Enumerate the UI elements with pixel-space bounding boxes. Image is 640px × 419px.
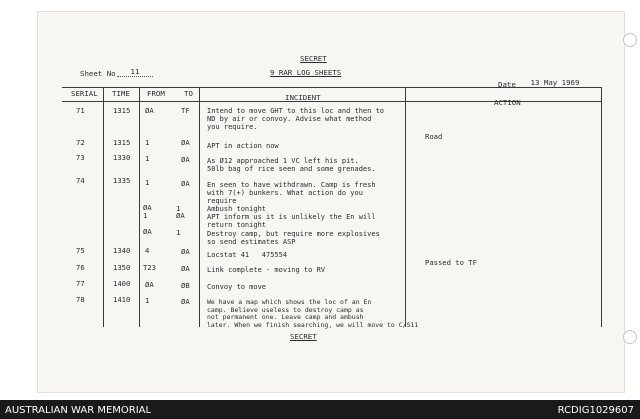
cell-to: ØA (181, 179, 190, 188)
cell-to: 1 (176, 204, 181, 213)
cell-to: ØA (181, 264, 190, 273)
col-header-incident: INCIDENT (285, 93, 321, 102)
archive-reference: RCDIG1029607 (557, 405, 634, 416)
cell-to: 1 (176, 228, 181, 237)
table-top-rule (62, 87, 602, 88)
cell-time: 1335 (113, 176, 131, 185)
cell-to: TF (181, 106, 190, 115)
cell-to: ØA (181, 138, 190, 147)
col-header-time: TIME (112, 89, 130, 98)
cell-from: ØA (143, 203, 152, 212)
cell-serial: 72 (76, 138, 85, 147)
cell-serial: 74 (76, 176, 85, 185)
cell-from: ØA (145, 280, 154, 289)
log-title: 9 RAR LOG SHEETS (270, 68, 342, 77)
cell-to: ØB (181, 281, 190, 290)
col-header-serial: SERIAL (71, 89, 98, 98)
cell-time: 1400 (113, 279, 131, 288)
date-value: 13 May 1969 (524, 79, 586, 88)
cell-from: 1 (145, 138, 150, 147)
cell-serial: 73 (76, 153, 85, 162)
cell-incident: Destroy camp, but require more explosives so send estimates ASP (207, 230, 380, 246)
column-divider (139, 87, 140, 327)
column-divider (405, 87, 406, 327)
classification-bottom: SECRET (290, 332, 317, 341)
sheet-number-label: Sheet No (80, 69, 116, 78)
cell-incident: Locstat 41 475554 (207, 251, 288, 259)
cell-to: ØA (181, 247, 190, 256)
cell-serial: 78 (76, 295, 85, 304)
cell-incident: APT inform us it is unlikely the En will return tonight (207, 213, 376, 229)
cell-time: 1340 (113, 246, 131, 255)
cell-incident: As Ø12 approached 1 VC left his pit. 50lb bag of rice seen and some grenades. (207, 157, 376, 173)
cell-incident: Ambush tonight (207, 205, 267, 213)
date-label: Date (498, 80, 516, 89)
cell-to: ØA (181, 155, 190, 164)
col-header-from: FROM (147, 89, 165, 98)
cell-incident: Convoy to move (207, 283, 267, 291)
cell-from: 1 (145, 154, 150, 163)
cell-time: 1410 (113, 295, 131, 304)
cell-incident: We have a map which shows the loc of an En camp. Believe useless to destroy camp as not permanent one. Leave camp and ambush later. When we finish searching, we will move to C/S11 (207, 298, 419, 329)
cell-from: 1 (145, 178, 150, 187)
cell-incident: Link complete - moving to RV (207, 266, 326, 274)
archive-footer-bar (0, 400, 640, 419)
cell-from: ØA (143, 227, 152, 236)
cell-time: 1315 (113, 106, 131, 115)
col-header-action: ACTION (494, 98, 521, 107)
cell-to: ØA (181, 297, 190, 306)
cell-time: 1315 (113, 138, 131, 147)
classification-top: SECRET (300, 54, 327, 63)
cell-time: 1330 (113, 153, 131, 162)
cell-incident: En seen to have withdrawn. Camp is fresh with 7(+) bunkers. What action do you require (207, 181, 376, 205)
cell-time: 1350 (113, 263, 131, 272)
table-header-rule (62, 101, 602, 102)
sheet-number: 11 (117, 68, 153, 77)
cell-from: 1 (143, 211, 148, 220)
archive-name: AUSTRALIAN WAR MEMORIAL (5, 405, 152, 416)
cell-from: 4 (145, 246, 150, 255)
cell-serial: 71 (76, 106, 85, 115)
cell-action: Passed to TF (425, 258, 477, 267)
cell-incident: Intend to move GHT to this loc and then to ND by air or convoy. Advise what method you require. (207, 107, 385, 131)
column-divider (601, 87, 602, 327)
column-divider (103, 87, 104, 327)
cell-action: Road (425, 132, 443, 141)
cell-incident: APT in action now (207, 142, 279, 150)
cell-serial: 76 (76, 263, 85, 272)
cell-from: 1 (145, 296, 150, 305)
punch-hole (623, 330, 637, 344)
cell-serial: 75 (76, 246, 85, 255)
column-divider (199, 87, 200, 327)
cell-serial: 77 (76, 279, 85, 288)
cell-from: T23 (143, 263, 156, 272)
cell-to: ØA (176, 211, 185, 220)
punch-hole (623, 33, 637, 47)
cell-from: ØA (145, 106, 154, 115)
col-header-to: TO (184, 89, 193, 98)
